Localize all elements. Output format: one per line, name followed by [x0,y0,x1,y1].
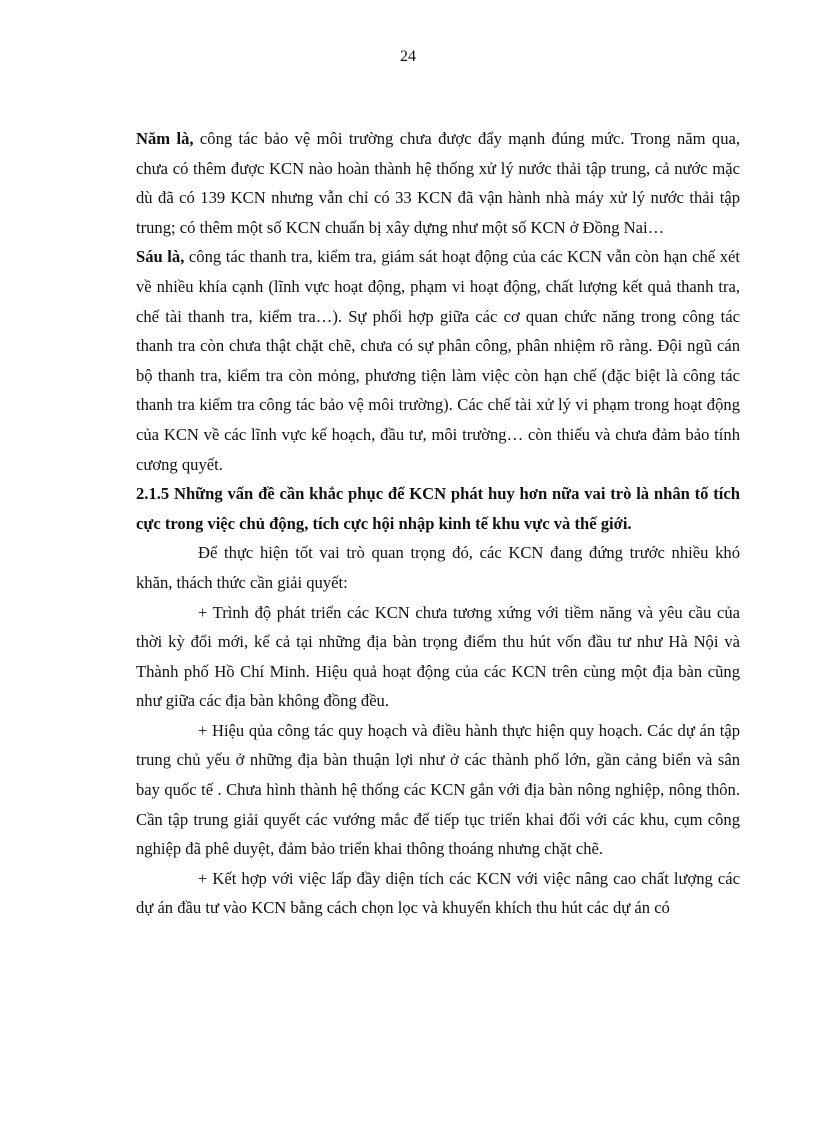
paragraph-lead: Sáu là, [136,247,185,267]
paragraph-text: công tác thanh tra, kiểm tra, giám sát hoạt động của các KCN vẫn còn hạn chế xét về nhiều khía cạnh (lĩnh vực hoạt động, phạm vi hoạt động, chất lượng kết quả thanh tra, chế tài thanh tra, kiểm tra…). Sự phối hợp giữa các cơ quan chức năng trong công tác thanh tra còn chưa thật chặt chẽ, chưa có sự phân công, phân nhiệm rõ ràng. Đội ngũ cán bộ thanh tra, kiểm tra còn mỏng, phương tiện làm việc còn hạn chế (đặc biệt là công tác thanh tra kiểm tra công tác bảo vệ môi trường). Các chế tài xử lý vi phạm trong hoạt động của KCN về các lĩnh vực kế hoạch, đầu tư, môi trường… còn thiếu và chưa đảm bảo tính cương quyết. [136,247,740,474]
paragraph-sau-la [136,242,740,479]
paragraph-text: công tác bảo vệ môi trường chưa được đẩy mạnh đúng mức. Trong năm qua, chưa có thêm được KCN nào hoàn thành hệ thống xử lý nước thải tập trung, cả nước mặc dù đã có 139 KCN nhưng vẫn chỉ có 33 KCN đã vận hành nhà máy xử lý nước thải tập trung; có thêm một số KCN chuẩn bị xây dựng như một số KCN ở Đồng Nai… [136,129,740,237]
document-body [136,124,740,923]
paragraph-nam-la [136,124,740,242]
paragraph-bullet-1: + Trình độ phát triển các KCN chưa tương xứng với tiềm năng và yêu cầu của thời kỳ đổi mới, kể cả tại những địa bàn trọng điểm thu hút vốn đầu tư như Hà Nội và Thành phố Hồ Chí Minh. Hiệu quả hoạt động của các KCN trên cùng một địa bàn cũng như giữa các địa bàn không đồng đều. [136,602,740,711]
paragraph-bullet-2: + Hiệu qủa công tác quy hoạch và điều hành thực hiện quy hoạch. Các dự án tập trung chủ yếu ở những địa bàn thuận lợi như ở các thành phố lớn, gần cảng biển và sân bay quốc tế . Chưa hình thành hệ thống các KCN gắn với địa bàn nông nghiệp, nông thôn. Cần tập trung giải quyết các vướng mắc để tiếp tục triển khai đối với các khu, cụm công nghiệp đã phê duyệt, đảm bảo triển khai thông thoáng nhưng chặt chẽ. [136,720,740,859]
paragraph-lead: Năm là, [136,129,194,148]
paragraph-bullet-3: + Kết hợp với việc lấp đầy diện tích các KCN với việc nâng cao chất lượng các dự án đầu tư vào KCN bằng cách chọn lọc và khuyến khích thu hút các dự án có [136,868,740,918]
paragraph-intro: Để thực hiện tốt vai trò quan trọng đó, các KCN đang đứng trước nhiều khó khăn, thách thức cần giải quyết: [136,543,740,592]
section-heading: 2.1.5 Những vấn đề cần khắc phục để KCN phát huy hơn nữa vai trò là nhân tố tích cực trong việc chủ động, tích cực hội nhập kinh tế khu vực và thế giới. [136,484,740,533]
page-number: 24 [400,48,416,65]
